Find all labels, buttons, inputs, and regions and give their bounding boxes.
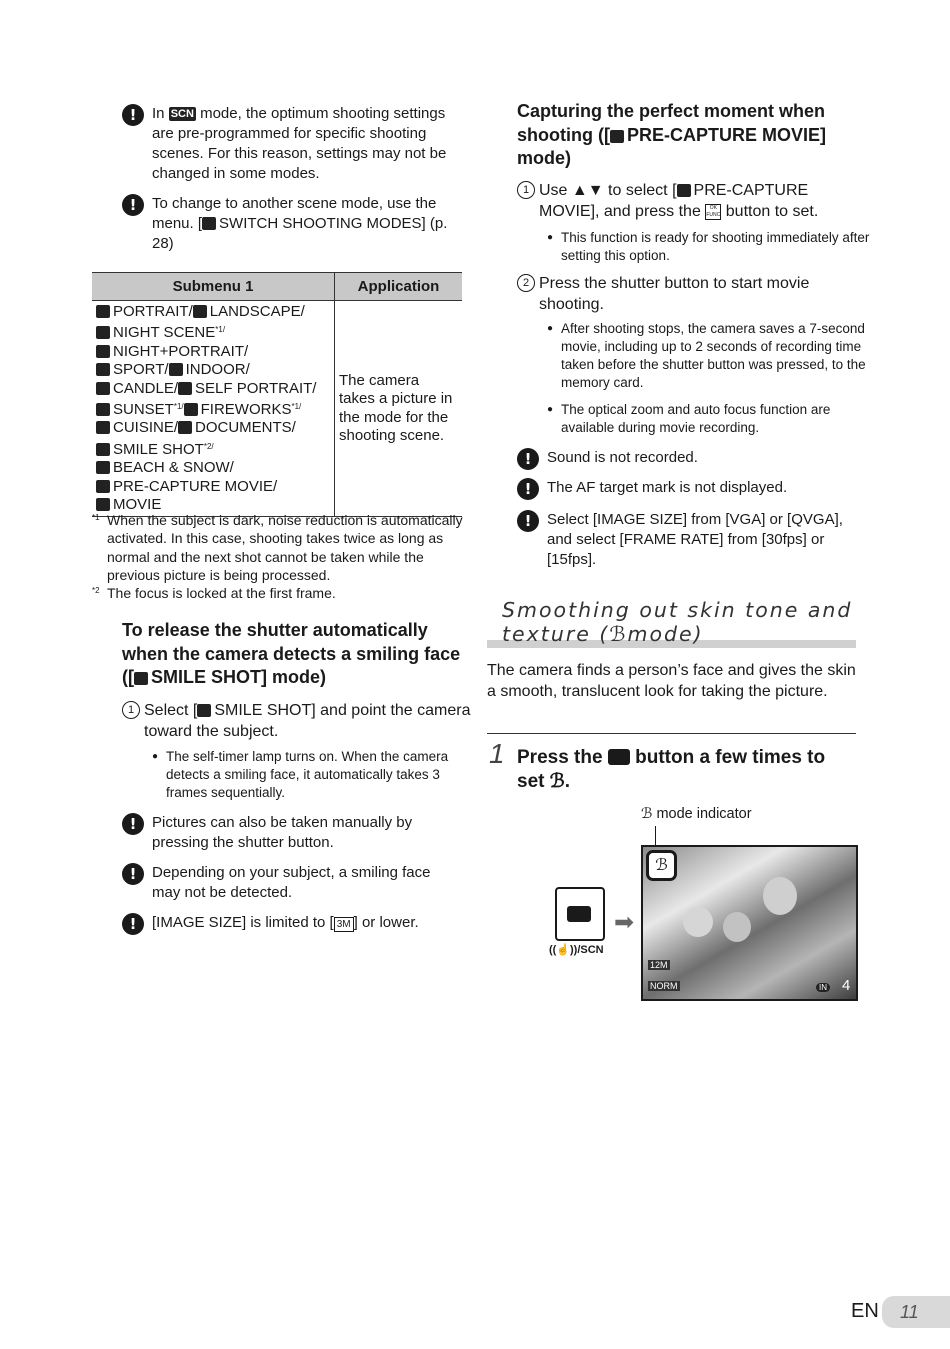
page-number: 11 [882, 1296, 950, 1328]
mode-indicator-caption: ℬ mode indicator [641, 806, 752, 822]
footnote-1: *1 When the subject is dark, noise reduction is automatically activated. In this case, shooting takes twice as long as normal and the next shot cannot be taken while the previous picture is being processed. [92, 512, 463, 584]
caution-icon: ! [122, 813, 144, 835]
self-portrait-icon [178, 382, 192, 395]
beauty-mode-icon: ℬ [641, 806, 653, 822]
scene-menu-icon [202, 217, 216, 230]
smile-note-1: ! Pictures can also be taken manually by pressing the shutter button. [122, 813, 452, 853]
caution-icon: ! [122, 194, 144, 216]
scn-note [122, 104, 462, 184]
pre-capture-bullet: ● After shooting stops, the camera saves a 7-second movie, including up to 2 seconds of recording time taken before the shutter button was pressed, to the memory card. [547, 320, 871, 392]
sport-icon [96, 363, 110, 376]
divider [487, 733, 856, 734]
beauty-mode-icon: ℬ [609, 622, 628, 646]
landscape-icon [193, 305, 207, 318]
scene-change-note [122, 194, 462, 254]
pre-capture-step-1: 1 Use ▲▼ to select [ PRE-CAPTURE MOVIE], and press the OK FUNC button to set. [517, 180, 869, 222]
scn-icon: SCN [170, 108, 194, 121]
note-prefix: In [152, 105, 165, 122]
caution-icon: ! [517, 448, 539, 470]
smile-step: 1 Select [ SMILE SHOT] and point the camera toward the subject. [122, 700, 474, 742]
caution-icon: ! [122, 104, 144, 126]
smile-shot-icon [197, 704, 211, 717]
step-number: 2 [517, 274, 535, 292]
indoor-icon [169, 363, 183, 376]
section-title: Smoothing out skin tone and texture (ℬmode) [502, 598, 853, 646]
image-size-icon: 3M [334, 917, 354, 932]
camera-icon [608, 749, 630, 765]
caution-icon: ! [122, 863, 144, 885]
documents-icon [178, 421, 192, 434]
scene-table [92, 272, 462, 517]
step-number: 1 [122, 701, 140, 719]
pre-capture-note-3: ! Select [IMAGE SIZE] from [VGA] or [QVGA], and select [FRAME RATE] from [30fps] or [15fps]. [517, 510, 862, 570]
scene-list: PORTRAIT/ LANDSCAPE/ NIGHT $SCENE^{*1/}$ NIGHT+PORTRAIT/ SPORT/ INDOOR/ CANDLE/ SELF PORTRAIT/ $SUNSET^{*1/}$ $FIREWORKS^{*1/}$ CUISINE/ DOCUMENTS/ SMILE $SHOT^{*2/}$ BEACH & SNOW/ PRE-CAPTURE MOVIE/ MOVIE [92, 301, 335, 517]
indicator-line [655, 826, 656, 846]
arrow-up-down-icon: ▲▼ [571, 182, 604, 199]
smile-shot-heading: To release the shutter automatically when the camera detects a smiling face ([ SMILE SHOT] mode) [122, 620, 461, 687]
camera-screen [641, 845, 858, 1001]
mode-dial [555, 887, 605, 941]
section-intro: The camera finds a person’s face and gives the skin a smooth, translucent look for taking the picture. [487, 662, 856, 700]
night-portrait-icon [96, 345, 110, 358]
face [723, 912, 751, 942]
night-scene-icon [96, 326, 110, 339]
step-number: 1 [517, 181, 535, 199]
candle-icon [96, 382, 110, 395]
column-header: Submenu 1 [92, 273, 335, 301]
pre-capture-movie-icon [610, 130, 624, 143]
column-header: Application [335, 273, 463, 301]
image-size-badge: 12M [650, 960, 668, 970]
smile-note-3: ! [IMAGE SIZE] is limited to [ 3M ] or lower. [122, 913, 452, 935]
pre-capture-note-2: ! The AF target mark is not displayed. [517, 478, 862, 500]
beauty-mode-indicator: ℬ [646, 850, 677, 881]
caution-icon: ! [517, 478, 539, 500]
ok-func-button-icon: OK FUNC [706, 204, 721, 218]
caution-icon: ! [517, 510, 539, 532]
smile-shot-icon [134, 672, 148, 685]
dial-label: ((☝))/SCN [549, 944, 604, 956]
sunset-icon [96, 403, 110, 416]
fireworks-icon [184, 403, 198, 416]
smoothing-step: Press the button a few times to set ℬ. [517, 747, 826, 792]
portrait-icon [96, 305, 110, 318]
step-number: 1 [489, 738, 505, 769]
note-text-2: SWITCH SHOOTING MODES] (p. 28) [152, 215, 448, 252]
note-text: mode, the optimum shooting settings are pre-programmed for specific shooting scenes. For this reason, settings may not be changed in some modes. [152, 105, 447, 182]
pre-capture-heading: Capturing the perfect moment when shooting ([ PRE-CAPTURE MOVIE] mode) [517, 101, 826, 168]
face [763, 877, 797, 915]
smile-note-2: ! Depending on your subject, a smiling face may not be detected. [122, 863, 452, 903]
pre-capture-movie-icon [677, 184, 691, 197]
caution-icon: ! [122, 913, 144, 935]
pre-capture-bullet: ● The optical zoom and auto focus function are available during movie recording. [547, 401, 871, 437]
cuisine-icon [96, 421, 110, 434]
smile-bullet: ● The self-timer lamp turns on. When the camera detects a smiling face, it automatically takes 3 frames sequentially. [152, 748, 476, 802]
pre-capture-note-1: ! Sound is not recorded. [517, 448, 862, 470]
pre-capture-bullet: ● This function is ready for shooting immediately after setting this option. [547, 229, 871, 265]
smile-shot-icon [96, 443, 110, 456]
pre-capture-movie-icon [96, 480, 110, 493]
arrow-right-icon: ➡ [614, 909, 635, 936]
face [683, 907, 713, 937]
camera-icon [567, 906, 591, 922]
pre-capture-step-2: 2 Press the shutter button to start movie shooting. [517, 273, 869, 315]
shots-remaining: 4 [842, 977, 851, 994]
footnote-2: *2 The focus is locked at the first frame. [92, 585, 336, 601]
application-cell: The camera takes a picture in the mode for the shooting scene. [335, 301, 463, 517]
internal-memory-icon: IN [816, 983, 830, 992]
note-text: To change to another scene mode, use the menu. [ [152, 195, 437, 232]
beauty-mode-icon: ℬ [549, 770, 565, 792]
beach-snow-icon [96, 461, 110, 474]
quality-badge: NORM [650, 981, 678, 991]
language-label: EN [851, 1300, 879, 1322]
